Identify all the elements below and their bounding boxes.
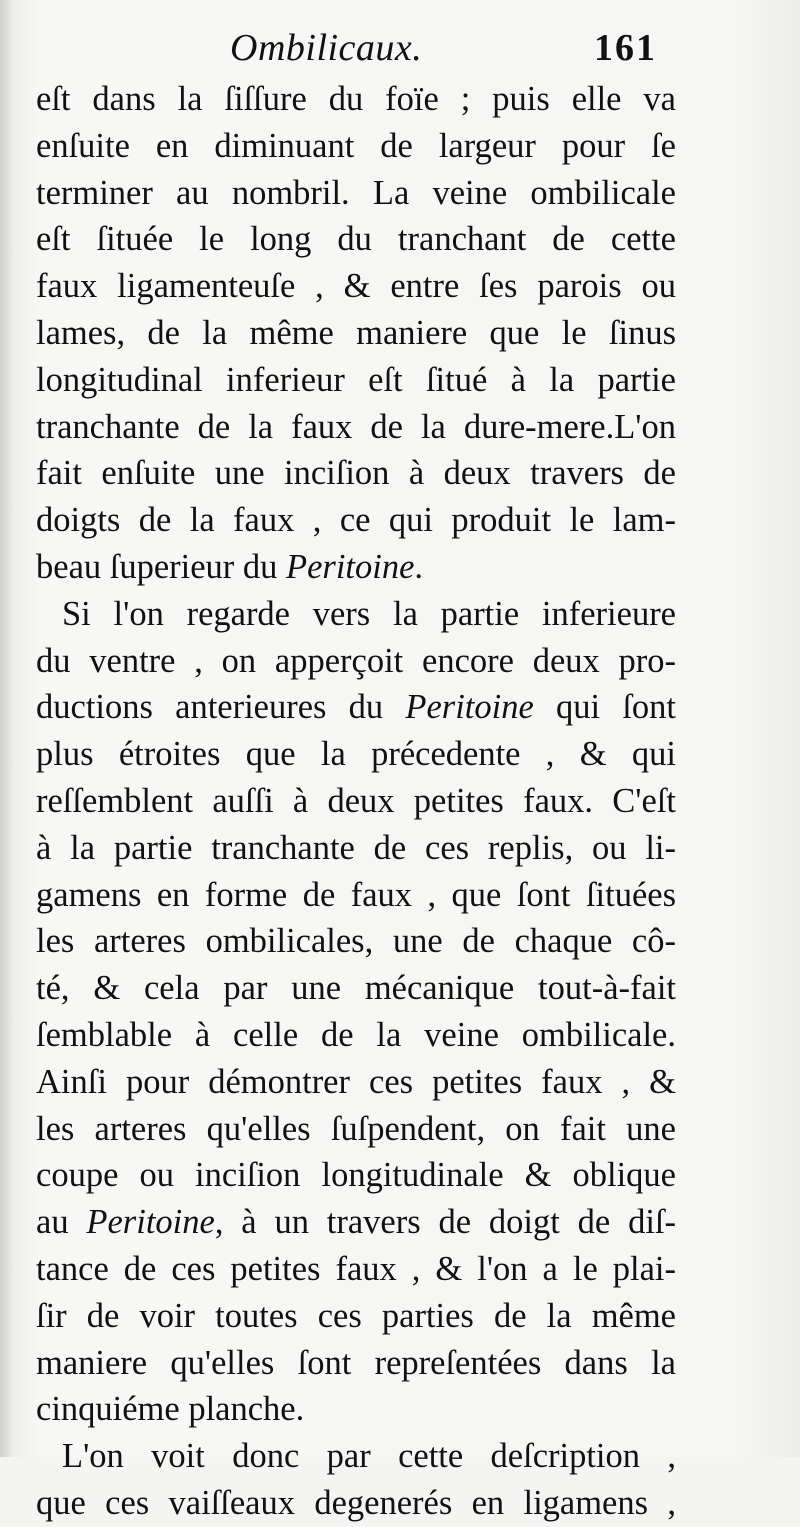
text-line: les arteres ombilicales, une de chaque cô- bbox=[36, 922, 676, 961]
text-line: les arteres qu'elles ſuſpendent, on fait une bbox=[36, 1109, 676, 1148]
text-line bbox=[36, 1199, 676, 1246]
text-line: longitudinal inferieur eſt ſitué à la partie bbox=[36, 360, 676, 399]
text-line: faux ligamenteuſe , & entre ſes parois ou bbox=[36, 267, 676, 306]
text-line: coupe ou inciſion longitudinale & oblique bbox=[36, 1156, 676, 1195]
text-line: Si l'on regarde vers la partie inferieure bbox=[62, 594, 676, 633]
text-line: tranchante de la faux de la dure-mere.L'on bbox=[36, 407, 676, 446]
text-line: ſir de voir toutes ces parties de la même bbox=[36, 1296, 676, 1335]
italic-term: Peritoine bbox=[86, 1203, 215, 1242]
page-number: 161 bbox=[594, 27, 657, 69]
text-line: cinquiéme planche. bbox=[36, 1390, 305, 1429]
text-line: enſuite en diminuant de largeur pour ſe bbox=[36, 126, 676, 165]
text-segment: . bbox=[414, 547, 424, 586]
text-segment: , à un travers de doigt de diſ- bbox=[214, 1203, 676, 1242]
text-line bbox=[36, 544, 676, 591]
text-line: du ventre , on apperçoit encore deux pro- bbox=[36, 641, 676, 680]
text-line: que ces vaiſſeaux degenerés en ligamens , bbox=[36, 1483, 676, 1522]
text-line: maniere qu'elles ſont repreſentées dans la bbox=[36, 1343, 676, 1382]
italic-term: Peritoine bbox=[286, 547, 415, 586]
text-line: doigts de la faux , ce qui produit le lam- bbox=[36, 501, 676, 540]
text-line: fait enſuite une inciſion à deux travers de bbox=[36, 454, 676, 493]
text-segment: ductions anterieures du bbox=[36, 688, 406, 727]
text-line: lames, de la même maniere que le ſinus bbox=[36, 313, 676, 352]
running-head: Ombilicaux. bbox=[230, 27, 423, 69]
text-line: plus étroites que la précedente , & qui bbox=[36, 735, 676, 774]
text-segment: qui ſont bbox=[533, 688, 676, 727]
text-line: ſemblable à celle de la veine ombilicale. bbox=[36, 1015, 676, 1054]
text-line bbox=[36, 684, 676, 731]
text-segment: au bbox=[36, 1203, 87, 1242]
spine-shadow bbox=[0, 0, 14, 1457]
text-line: gamens en forme de faux , que ſont ſituées bbox=[36, 875, 676, 914]
text-line: reſſemblent auſſi à deux petites faux. C'eſt bbox=[36, 781, 676, 820]
text-line: terminer au nombril. La veine ombilicale bbox=[36, 173, 676, 212]
text-line: Ainſi pour démontrer ces petites faux , & bbox=[36, 1062, 676, 1101]
text-line: té, & cela par une mécanique tout-à-fait bbox=[36, 969, 676, 1008]
text-line: eſt ſituée le long du tranchant de cette bbox=[36, 220, 676, 259]
text-segment: beau ſuperieur du bbox=[36, 547, 287, 586]
text-line: L'on voit donc par cette deſcription , bbox=[62, 1437, 676, 1476]
text-line: à la partie tranchante de ces replis, ou li- bbox=[36, 828, 676, 867]
text-line: eſt dans la ſiſſure du foïe ; puis elle va bbox=[36, 80, 676, 118]
body-text bbox=[36, 76, 676, 1527]
italic-term: Peritoine bbox=[405, 688, 534, 727]
text-line: tance de ces petites faux , & l'on a le plai- bbox=[36, 1249, 676, 1288]
page-header bbox=[34, 22, 674, 76]
